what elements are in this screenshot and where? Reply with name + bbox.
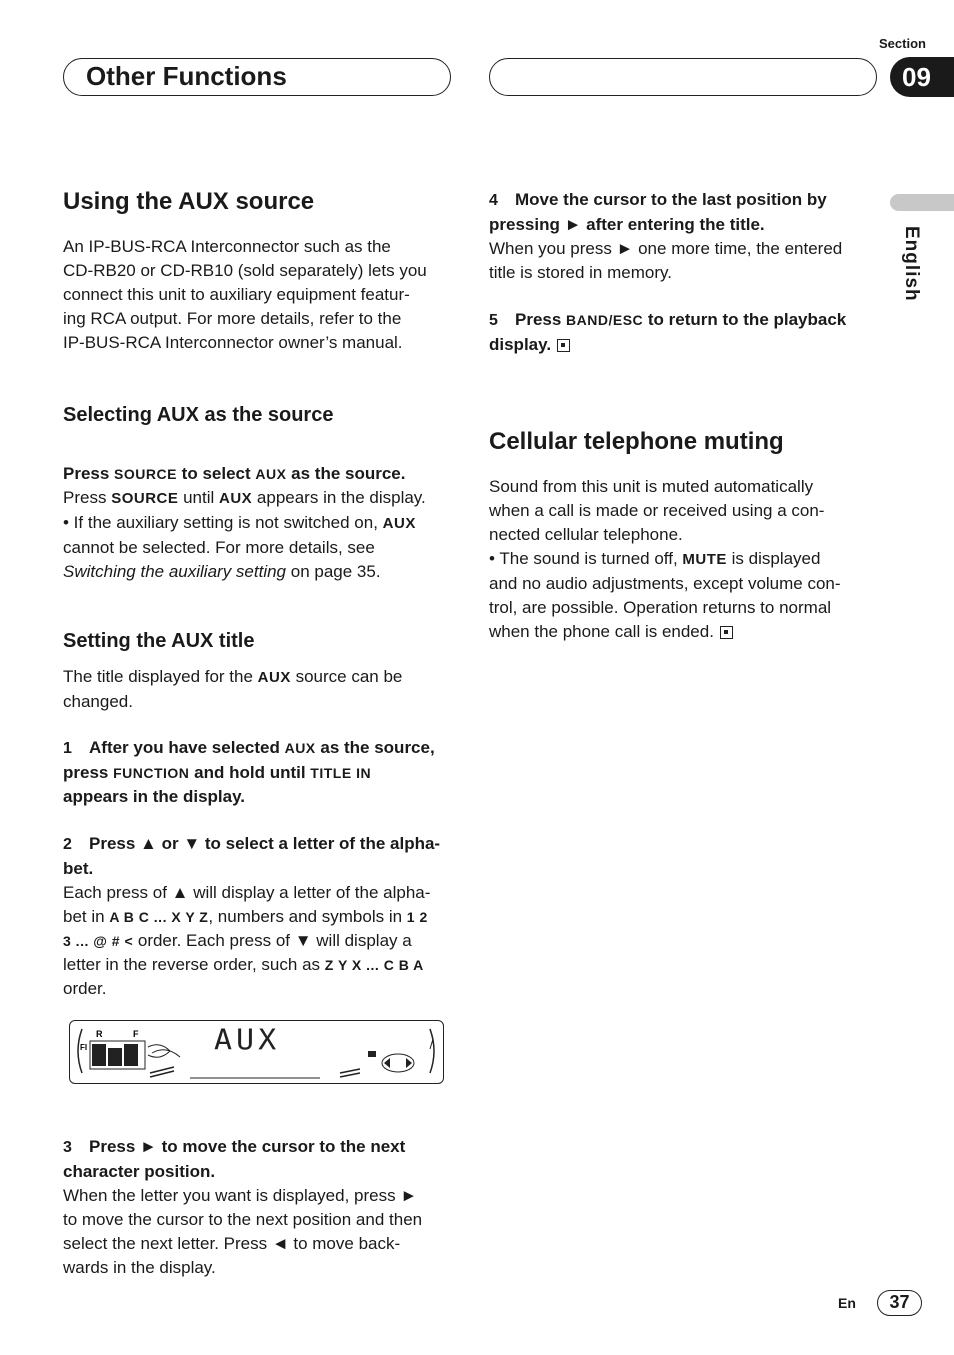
title-body [63,665,453,714]
svg-text:F: F [133,1029,139,1039]
selecting-step: Press SOURCE to select AUX as the source. [63,464,406,483]
step-4: 4 Move the cursor to the last position by pressing ► after entering the title. When you press ► one more time, the entered title is stored in memory. [489,190,843,282]
header-title-box [63,58,451,96]
selecting-heading: Selecting AUX as the source [63,404,334,426]
selecting-line: • If the auxiliary setting is not switched on, AUX [63,513,416,532]
title-heading: Setting the AUX title [63,630,255,652]
header-blank-box [489,58,877,96]
page-title: Other Functions [86,61,287,91]
section-number-badge: 09 [890,57,954,97]
footer-language-code: En [838,1295,856,1311]
language-label: English [901,226,922,302]
selecting-line: Press SOURCE until AUX appears in the display. [63,488,426,507]
aux-body-line: IP-BUS-RCA Interconnector owner’s manual. [63,333,403,352]
language-tab [890,194,954,211]
step-3: 3 Press ► to move the cursor to the next character position. When the letter you want is displayed, press ► to move the cursor to the next position and then select the next letter. Press ◄ to move back- wards in the display. [63,1137,423,1277]
svg-text:R: R [96,1029,103,1039]
selecting-line: cannot be selected. For more details, see [63,538,375,557]
cellular-heading: Cellular telephone muting [489,428,784,455]
lcd-display-text: AUX [214,1023,281,1058]
step-2: 2 Press ▲ or ▼ to select a letter of the alpha- bet. Each press of ▲ will display a letter of the alpha- bet in A B C ... X Y Z, numbers and symbols in 1 2 3 ... @ # < order. Each press of ▼ will display a letter in the reverse order, such as Z Y X ... C B A order. [63,834,441,998]
title-line: The title displayed for the AUX source can be [63,667,403,686]
step-5: 5 Press BAND/ESC to return to the playback display. [489,310,847,354]
aux-body-line: CD-RB20 or CD-RB10 (sold separately) lets you [63,261,427,280]
page-number: 37 [877,1290,922,1316]
section-label: Section [879,36,926,51]
aux-heading: Using the AUX source [63,188,315,215]
selecting-line: Switching the auxiliary setting on page 35. [63,562,381,581]
selecting-body [63,462,453,584]
svg-text:FI: FI [80,1043,88,1052]
end-mark-icon [557,339,570,352]
cellular-body: Sound from this unit is muted automatically when a call is made or received using a con- nected cellular telephone. • The sound is turned off, MUTE is displayed and no audio adjustments, except volume con- trol, are possible. Operation returns to normal when the phone call is ended. [489,477,841,641]
lcd-display-illustration [69,1020,444,1084]
aux-body-line: ing RCA output. For more details, refer to the [63,309,402,328]
aux-body [63,235,453,355]
aux-body-line: An IP-BUS-RCA Interconnector such as the [63,237,391,256]
end-mark-icon [720,626,733,639]
aux-body-line: connect this unit to auxiliary equipment featur- [63,285,410,304]
step-1: 1 After you have selected AUX as the source, press FUNCTION and hold until TITLE IN appears in the display. [63,738,435,806]
title-line: changed. [63,692,133,711]
